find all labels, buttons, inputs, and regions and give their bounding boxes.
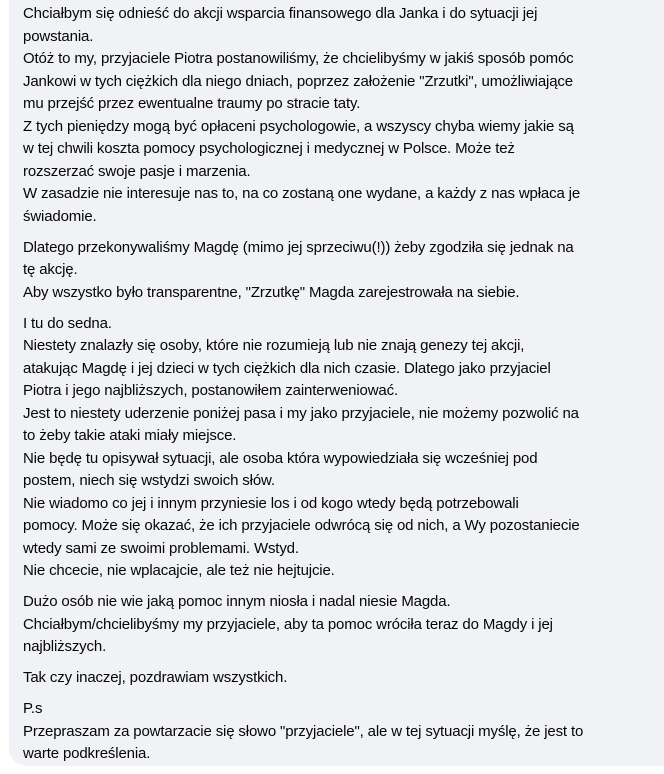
comment-line: rozszerzać swoje pasje i marzenia. xyxy=(23,162,251,180)
comment-line: Aby wszystko było transparentne, "Zrzutkę" Magda zarejestrowała na siebie. xyxy=(23,283,520,301)
comment-line: świadomie. xyxy=(23,207,97,225)
comment-line: W zasadzie nie interesuje nas to, na co zostaną one wydane, a każdy z nas wpłaca je xyxy=(23,185,581,202)
comment-line: Jest to niestety uderzenie poniżej pasa i my jako przyjaciele, nie możemy pozwolić na xyxy=(23,404,579,422)
comment-line: atakując Magdę i jej dzieci w tych ciężkich dla nich czasie. Dlatego jako przyjaciel xyxy=(23,359,551,377)
comment-line: Nie wiadomo co jej i innym przyniesie los i od kogo wtedy będą potrzebowali xyxy=(23,494,519,512)
comment-line: w tej chwili koszta pomocy psychologicznej i medycznej w Polsce. Może też xyxy=(23,140,515,157)
comment-line: I tu do sedna. xyxy=(23,314,112,332)
comment-text xyxy=(23,3,583,774)
comment-line: mu przejść przez ewentualne traumy po stracie taty. xyxy=(23,95,361,112)
comment-line: warte podkreślenia. xyxy=(23,745,151,762)
comment-line: powstania. xyxy=(23,27,94,45)
comment-line: wtedy sami ze swoimi problemami. Wstyd. xyxy=(23,539,299,557)
comment-line: Nie będę tu opisywał sytuacji, ale osoba która wypowiedziała się wcześniej pod xyxy=(23,449,538,467)
comment-paragraph xyxy=(23,591,583,659)
comment-line: Piotra i jego najbliższych, postanowiłem zainterweniować. xyxy=(23,382,398,399)
comment-line: najbliższych. xyxy=(23,638,107,655)
comment-line: Chciałbym się odnieść do akcji wsparcia finansowego dla Janka i do sytuacji jej xyxy=(23,5,538,22)
comment-line: Przepraszam za powtarzacie się słowo "przyjaciele", ale w tej sytuacji myślę, że jest to xyxy=(23,722,584,740)
comment-paragraph xyxy=(23,237,583,305)
comment-paragraph xyxy=(23,698,583,766)
comment-line: Z tych pieniędzy mogą być opłaceni psychologowie, a wszyscy chyba wiemy jakie są xyxy=(23,117,574,135)
comment-line: Chciałbym/chcielibyśmy my przyjaciele, aby ta pomoc wróciła teraz do Magdy i jej xyxy=(23,615,553,633)
comment-paragraph xyxy=(23,313,583,583)
comment-line: Otóż to my, przyjaciele Piotra postanowiliśmy, że chcielibyśmy w jakiś sposób pomóc xyxy=(23,50,574,67)
comment-paragraph xyxy=(23,3,583,228)
comment-line: pomocy. Może się okazać, że ich przyjaciele odwrócą się od nich, a Wy pozostaniecie xyxy=(23,517,580,534)
comment-line: Dużo osób nie wie jaką pomoc innym niosła i nadal niesie Magda. xyxy=(23,593,451,610)
comment-line: to żeby takie ataki miały miejsce. xyxy=(23,427,237,444)
comment-line: Jankowi w tych ciężkich dla niego dniach, poprzez założenie "Zrzutki", umożliwiające xyxy=(23,72,573,90)
comment-line: Dlatego przekonywaliśmy Magdę (mimo jej sprzeciwu(!)) żeby zgodziła się jednak na xyxy=(23,238,574,256)
comment-line: tę akcję. xyxy=(23,261,78,278)
comment-line: P.s xyxy=(23,700,43,717)
comment-line: Niestety znalazły się osoby, które nie rozumieją lub nie znają genezy tej akcji, xyxy=(23,337,525,354)
comment-line: Tak czy inaczej, pozdrawiam wszystkich. xyxy=(23,669,288,686)
comment-line: postem, niech się wstydzi swoich słów. xyxy=(23,472,275,489)
comment-paragraph xyxy=(23,667,583,690)
comment-line: Nie chcecie, nie wplacajcie, ale też nie hejtujcie. xyxy=(23,562,335,579)
